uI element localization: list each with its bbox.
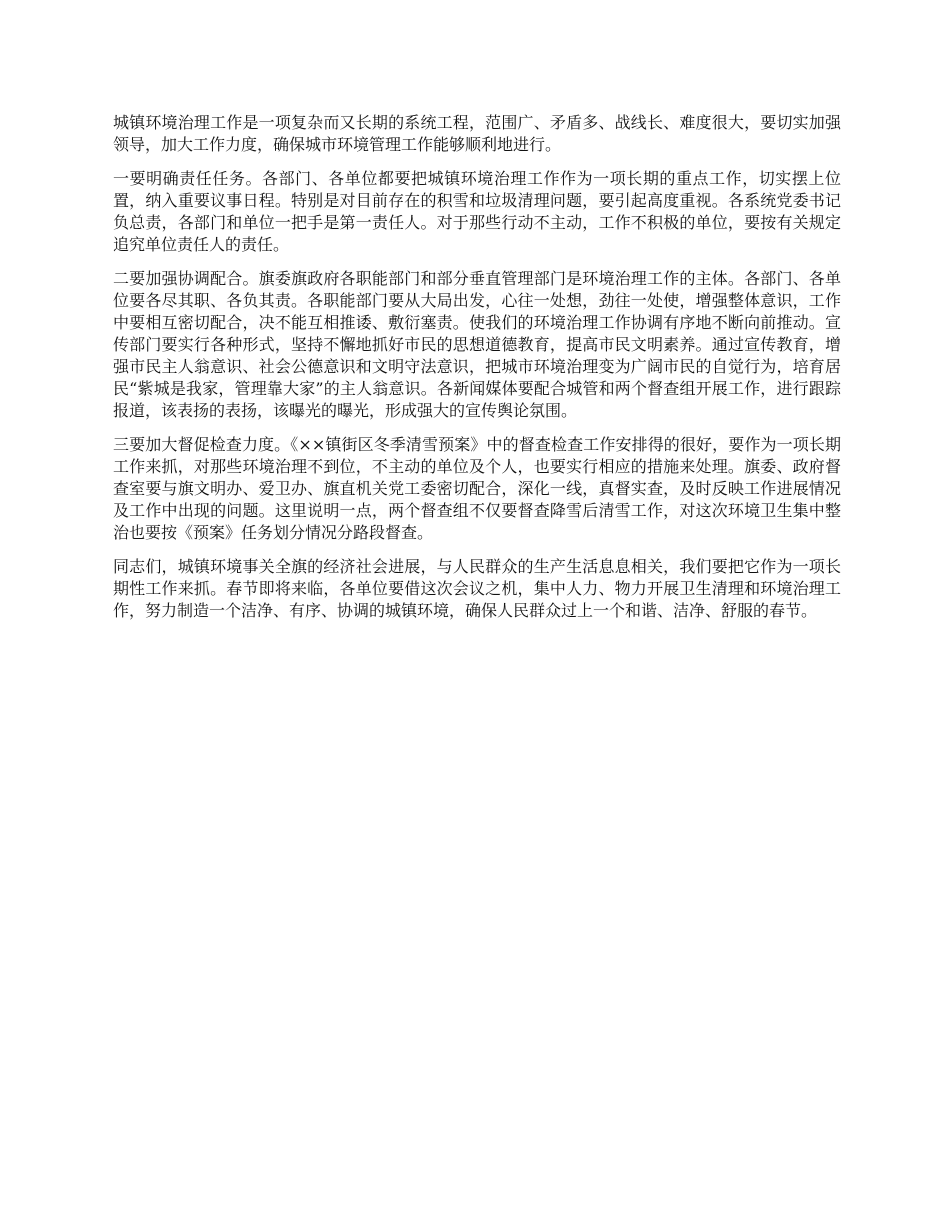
paragraph-responsibility: 一要明确责任任务。各部门、各单位都要把城镇环境治理工作作为一项长期的重点工作，切实摆上位置，纳入重要议事日程。特别是对目前存在的积雪和垃圾清理问题，要引起高度重视。各系统党委书记负总责，各部门和单位一把手是第一责任人。对于那些行动不主动，工作不积极的单位，要按有关规定追究单位责任人的责任。 [113,169,841,254]
paragraph-supervision: 三要加大督促检查力度。《××镇街区冬季清雪预案》中的督查检查工作安排得的很好，要作为一项长期工作来抓，对那些环境治理不到位，不主动的单位及个人，也要实行相应的措施来处理。旗委、政府督查室要与旗文明办、爱卫办、旗直机关党工委密切配合，深化一线，真督实查，及时反映工作进展情况及工作中出现的问题。这里说明一点，两个督查组不仅要督查降雪后清雪工作，对这次环境卫生集中整治也要按《预案》任务划分情况分路段督查。 [113,435,841,542]
paragraph-closing: 同志们，城镇环境事关全旗的经济社会进展，与人民群众的生产生活息息相关，我们要把它作为一项长期性工作来抓。春节即将来临，各单位要借这次会议之机，集中人力、物力开展卫生清理和环境治理工作，努力制造一个洁净、有序、协调的城镇环境，确保人民群众过上一个和谐、洁净、舒服的春节。 [113,557,841,620]
paragraph-coordination: 二要加强协调配合。旗委旗政府各职能部门和部分垂直管理部门是环境治理工作的主体。各部门、各单位要各尽其职、各负其责。各职能部门要从大局出发，心往一处想，劲往一处使，增强整体意识，工作中要相互密切配合，决不能互相推诿、敷衍塞责。使我们的环境治理工作协调有序地不断向前推动。宣传部门要实行各种形式，坚持不懈地抓好市民的思想道德教育，提高市民文明素养。通过宣传教育，增强市民主人翁意识、社会公德意识和文明守法意识，把城市环境治理变为广阔市民的自觉行为，培育居民“紫城是我家，管理靠大家”的主人翁意识。各新闻媒体要配合城管和两个督查组开展工作，进行跟踪报道，该表扬的表扬，该曝光的曝光，形成强大的宣传舆论氛围。 [113,269,841,420]
document-page [113,112,841,634]
paragraph-intro: 城镇环境治理工作是一项复杂而又长期的系统工程，范围广、矛盾多、战线长、难度很大，要切实加强领导，加大工作力度，确保城市环境管理工作能够顺利地进行。 [113,113,841,154]
